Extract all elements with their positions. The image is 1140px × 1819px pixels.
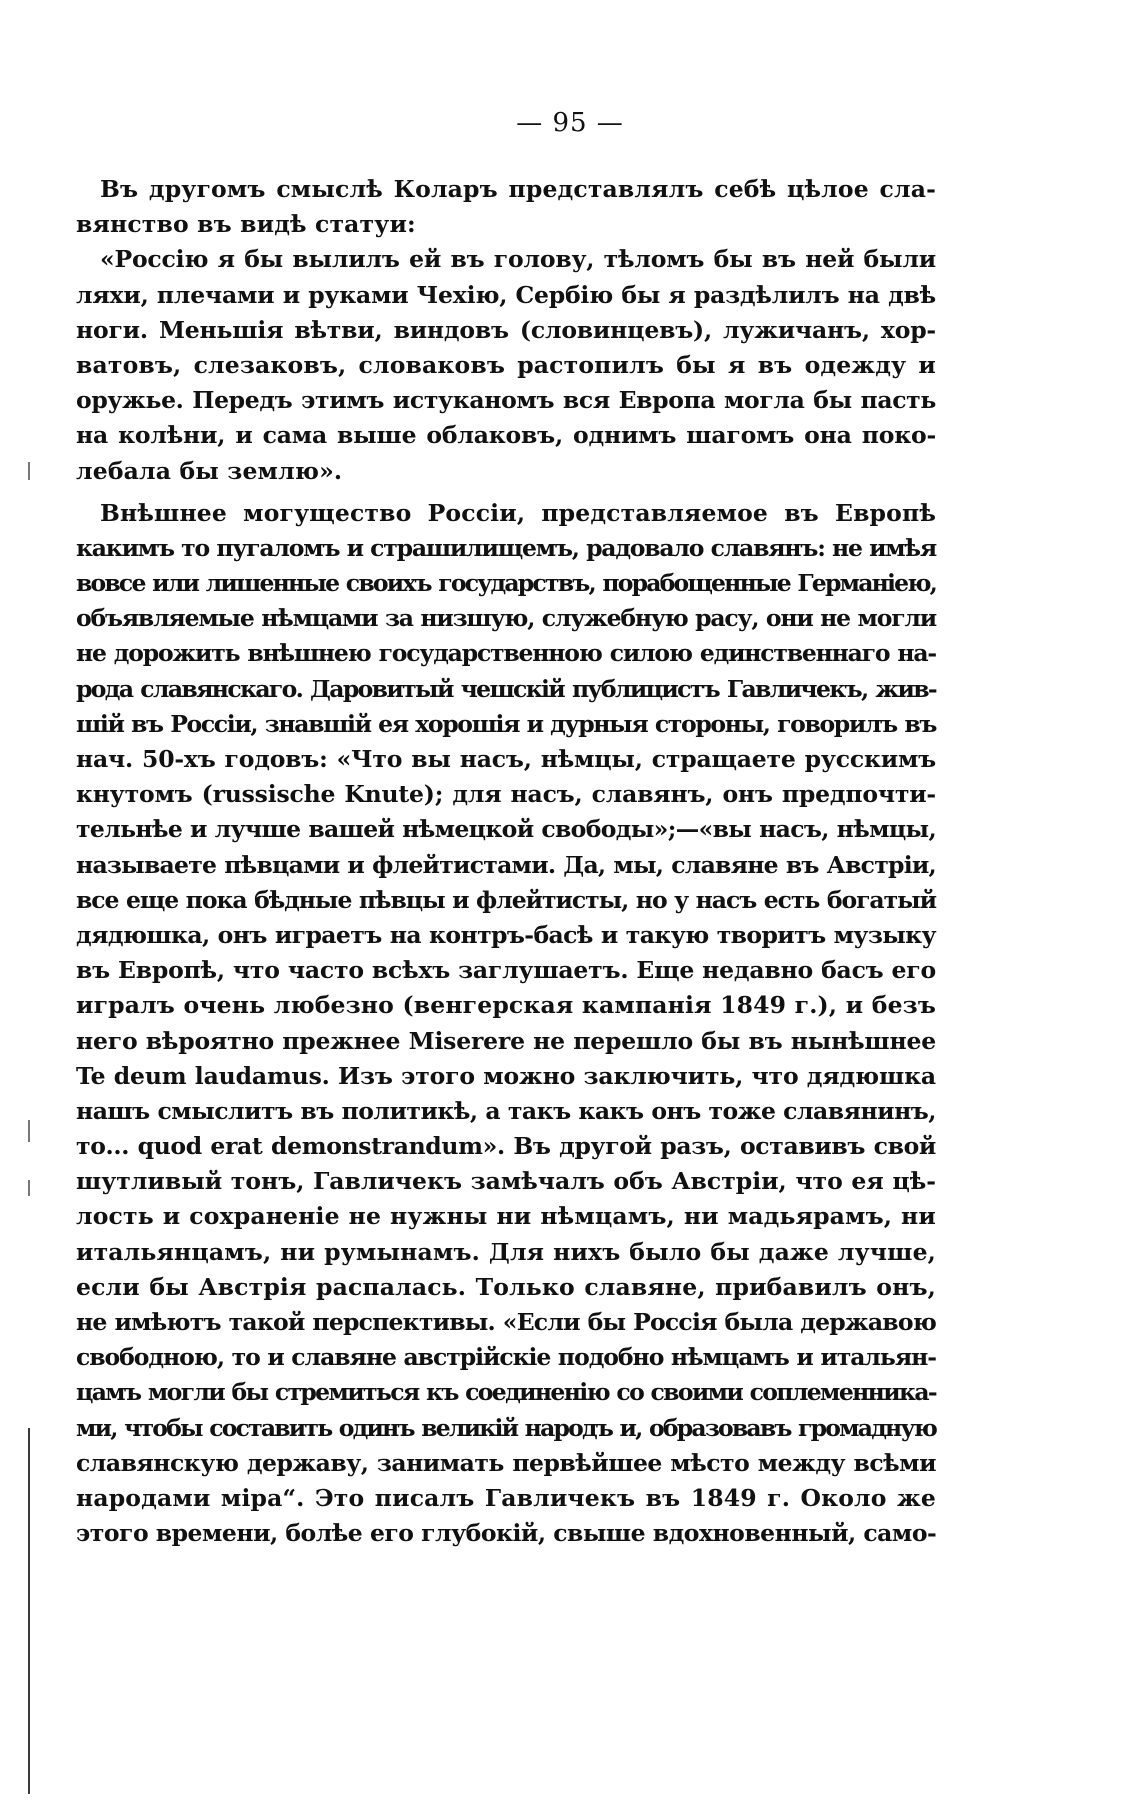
text-line: него вѣроятно прежнее Miserere не перешло бы въ нынѣшнее bbox=[76, 1026, 936, 1055]
text-line: не дорожить внѣшнею государственною силою единственнаго на- bbox=[76, 639, 936, 668]
page-number: — 95 — bbox=[516, 108, 624, 138]
text-line: народами міра“. Это писалъ Гавличекъ въ 1849 г. Около же bbox=[76, 1483, 936, 1512]
text-line: Внѣшнее могущество Россіи, представляемое въ Европѣ bbox=[100, 498, 936, 527]
text-line: лебала бы землю». bbox=[76, 456, 343, 485]
body-text bbox=[76, 172, 936, 1551]
text-line: нашъ смыслитъ въ политикѣ, а такъ какъ онъ тоже славянинъ, bbox=[76, 1096, 936, 1125]
text-line: если бы Австрія распалась. Только славяне, прибавилъ онъ, bbox=[76, 1272, 936, 1301]
text-line: вянство въ видѣ статуи: bbox=[76, 210, 416, 239]
text-line: шій въ Россіи, знавшій ея хорошія и дурныя стороны, говорилъ въ bbox=[76, 709, 936, 738]
text-line: ми, чтобы составить одинъ великій народъ и, образовавъ громадную bbox=[76, 1413, 936, 1442]
text-line: свободною, то и славяне австрійскіе подобно нѣмцамъ и итальян- bbox=[76, 1343, 936, 1372]
text-line: оружье. Передъ этимъ истуканомъ вся Европа могла бы пасть bbox=[76, 386, 936, 415]
text-line: въ Европѣ, что часто всѣхъ заглушаетъ. Еще недавно басъ его bbox=[76, 956, 936, 985]
margin-mark bbox=[28, 1180, 30, 1196]
text-line: все еще пока бѣдные пѣвцы и флейтисты, но у насъ есть богатый bbox=[76, 885, 936, 914]
text-line: шутливый тонъ, Гавличекъ замѣчалъ объ Австріи, что ея цѣ- bbox=[76, 1167, 936, 1196]
text-line: ляхи, плечами и руками Чехію, Сербію бы я раздѣлилъ на двѣ bbox=[76, 280, 936, 309]
text-line: лость и сохраненіе не нужны ни нѣмцамъ, ни мадьярамъ, ни bbox=[76, 1202, 936, 1231]
text-line: дядюшка, онъ играетъ на контръ-басѣ и такую творитъ музыку bbox=[76, 920, 936, 949]
text-line: какимъ то пугаломъ и страшилищемъ, радовало славянъ: не имѣя bbox=[76, 533, 936, 562]
text-line: вовсе или лишенные своихъ государствъ, порабощенные Германіею, bbox=[76, 569, 936, 598]
text-line: объявляемые нѣмцами за низшую, служебную расу, они не могли bbox=[76, 604, 936, 633]
text-line: ватовъ, слезаковъ, словаковъ растопилъ бы я въ одежду и bbox=[76, 350, 936, 379]
text-line: кнутомъ (russische Knute); для насъ, славянъ, онъ предпочти- bbox=[76, 780, 936, 809]
text-line: на колѣни, и сама выше облаковъ, однимъ шагомъ она поко- bbox=[76, 421, 936, 450]
text-line: не имѣютъ такой перспективы. «Если бы Россія была державою bbox=[76, 1308, 936, 1336]
text-line: рода славянскаго. Даровитый чешскій публицистъ Гавличекъ, жив- bbox=[76, 674, 936, 703]
text-line: цамъ могли бы стремиться къ соединенію со своими соплеменника- bbox=[76, 1378, 936, 1407]
page-edge-line bbox=[28, 1428, 30, 1794]
text-line: тельнѣе и лучше вашей нѣмецкой свободы»;—«вы насъ, нѣмцы, bbox=[76, 815, 936, 844]
text-line: этого времени, болѣе его глубокій, свыше вдохновенный, само- bbox=[76, 1519, 937, 1548]
text-line: итальянцамъ, ни румынамъ. Для нихъ было бы даже лучше, bbox=[76, 1237, 936, 1266]
text-line: ноги. Меньшія вѣтви, виндовъ (словинцевъ), лужичанъ, хор- bbox=[76, 315, 936, 344]
text-line: то... quod erat demonstrandum». Въ другой разъ, оставивъ свой bbox=[76, 1132, 936, 1161]
text-line: называете пѣвцами и флейтистами. Да, мы, славяне въ Австріи, bbox=[76, 850, 936, 879]
text-line: игралъ очень любезно (венгерская кампанія 1849 г.), и безъ bbox=[76, 991, 936, 1020]
text-line: «Россію я бы вылилъ ей въ голову, тѣломъ бы въ ней были bbox=[100, 245, 936, 274]
margin-mark bbox=[28, 462, 30, 480]
text-line: Te deum laudamus. Изъ этого можно заключить, что дядюшка bbox=[76, 1061, 936, 1090]
text-line: Въ другомъ смыслѣ Коларъ представлялъ себѣ цѣлое сла- bbox=[100, 175, 936, 203]
text-line: славянскую державу, занимать первѣйшее мѣсто между всѣми bbox=[76, 1448, 936, 1477]
text-line: нач. 50-хъ годовъ: «Что вы насъ, нѣмцы, стращаете русскимъ bbox=[76, 745, 936, 773]
margin-mark bbox=[28, 1120, 30, 1142]
